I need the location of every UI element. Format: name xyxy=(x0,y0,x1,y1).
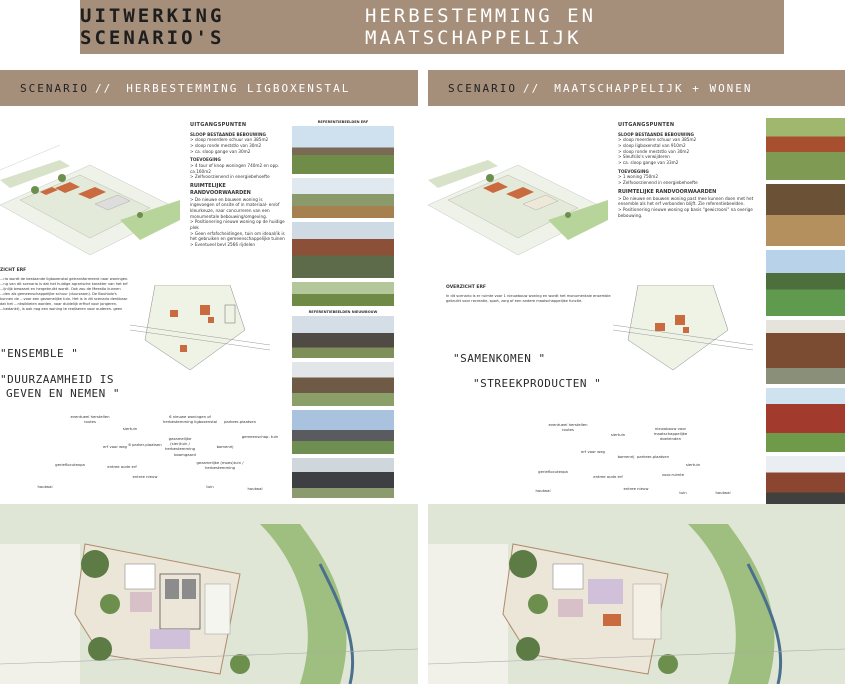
plan-label: erf voor weg xyxy=(581,449,605,454)
panel-title: HERBESTEMMING LIGBOXENSTAL xyxy=(126,81,351,95)
plan-label: entree oude erf xyxy=(593,474,623,479)
plan-label: houtwal xyxy=(37,484,53,489)
plan-label: boomgaard xyxy=(174,452,196,457)
plan-label: eventueel herstellen routes xyxy=(548,422,588,432)
banner-title-part1: UITWERKING SCENARIO'S xyxy=(80,5,225,49)
scenario-label: SCENARIO xyxy=(20,81,89,95)
reference-photo xyxy=(766,320,845,384)
reference-images-column xyxy=(766,118,845,526)
plan-label: bomenrij xyxy=(216,444,234,449)
plan-label: gezamelijke (sier)tuin / herbestemming xyxy=(164,436,196,451)
reference-photo xyxy=(292,458,394,498)
toevoeging-item: > Zelfvoorzienend in energiebehoefte xyxy=(190,174,270,180)
rand-item: > Geen erfafscheidingen, tuin om ideaal/ik is het gebruiken en gemeenschappelijke tuinen xyxy=(190,230,285,242)
uitgangspunten-title: UITGANGSPUNTEN xyxy=(190,122,247,128)
plan-label: entree oude erf xyxy=(107,464,137,469)
quote-samenkomen: "SAMENKOMEN " xyxy=(453,352,546,365)
rand-item: > Eventueel bevl 2566 rijdelen xyxy=(190,242,256,247)
site-overview-plan xyxy=(130,285,270,375)
toevoeging-item: > 4 tour of knop woningen 740m2 en opp. ca.160m2 xyxy=(190,163,280,174)
reference-photo xyxy=(766,184,845,246)
plan-label: nieuwbouw voor maatschappelijke doeleinden xyxy=(653,426,688,441)
sloop-item: > sloop meerdere schuur van 385m2 xyxy=(190,137,269,143)
sloop-total: > ca. sloop gange van 33m2 xyxy=(618,160,679,166)
plan-label: tuin xyxy=(206,484,214,489)
plan-label: houtwal xyxy=(535,488,551,493)
reference-photo xyxy=(292,410,394,454)
toevoeging-item: > Zelfvoorzienend in energiebehoefte xyxy=(618,180,698,186)
axonometric-view xyxy=(428,120,608,260)
separator: // xyxy=(94,81,113,95)
reference-photo xyxy=(292,282,394,306)
ref-nieuwbouw-header: REFERENTIEBEELDEN NIEUWBOUW xyxy=(308,310,378,314)
axonometric-view xyxy=(0,120,180,260)
plan-label: entree nieuw xyxy=(623,486,649,491)
reference-photo xyxy=(766,388,845,452)
scenario-panel-herbestemming xyxy=(0,70,418,684)
plan-label: erf voor weg xyxy=(103,444,127,449)
top-banner xyxy=(80,0,784,54)
uitgangspunten-title: UITGANGSPUNTEN xyxy=(618,122,675,128)
plan-label: 6 nieuwe woningen of herbestemming ligboxenstal xyxy=(162,414,218,424)
sloop-title: SLOOP BESTAANDE BEBOUWING xyxy=(190,131,266,137)
sloop-item: > sloop ronde meststlo van 30m2 xyxy=(190,143,262,149)
overzicht-text: In dit scenario is er ruimte voor 1 nieuwbouw woning en wordt het monumentale ensemble gebruikt voor recreatie, sport, zorg of een andere maatschappelijke functie. xyxy=(446,294,611,304)
plan-label: parkeer-plaatsen xyxy=(223,419,257,424)
sloop-item: > sloop meerdere schuur van 385m2 xyxy=(618,137,697,143)
reference-photo xyxy=(292,362,394,406)
sloop-title: SLOOP BESTAANDE BEBOUWING xyxy=(618,131,694,137)
plan-label: houtwal xyxy=(715,490,731,495)
separator: // xyxy=(522,81,541,95)
plan-label: entree nieuw xyxy=(132,474,158,479)
reference-photo xyxy=(292,316,394,358)
quote-ensemble: "ENSEMBLE " xyxy=(0,347,79,360)
overzicht-text: ...rio wordt de bestaande ligboxenstal getransformeerd naar woningen. ...ng van dit scenario is dat het huidige agrarische karakter van het erf ...ijnlijk bewaard en hergebruikt wordt. Ook zou de Meestlo kunnen ...den als gemeenschappelijke schuur (duurzaam). De Bouhlolo's kunnen de ...voor een gezamelijke tuin. Het is in dit scenario denkbaar dat het ...ntwikkelen worden, naar duidelijk erfhof voor jongeren. ...bedankt), is ook nog een woning te realiseren voor ouderen. geen xyxy=(0,277,129,312)
plan-label: siertuin xyxy=(122,426,138,431)
quote-streekproducten: "STREEKPRODUCTEN " xyxy=(473,377,602,390)
reference-photo xyxy=(292,222,394,278)
plan-label: gemeenschap. tuin xyxy=(241,434,279,439)
panel-header xyxy=(0,70,418,106)
plan-label: parkeer-plaatsen xyxy=(636,454,670,459)
plan-label: houtwal xyxy=(247,486,263,491)
sloop-item: > Sleufsilo's verwijderen xyxy=(618,154,670,160)
uitgangspunten-block xyxy=(190,122,286,248)
rand-item: > Positionering nieuwe woning op basis "gewicrooni" na overige bebouwing. xyxy=(618,206,753,218)
overzicht-title: ZICHT ERF xyxy=(0,268,27,273)
randvoorwaarden-title: RUIMTELIJKE RANDVOORWAARDEN xyxy=(190,183,251,196)
reference-photo xyxy=(292,126,394,174)
plan-label: gezamelijke (moes)tuin / herbestemming xyxy=(196,460,244,470)
scenario-label: SCENARIO xyxy=(448,81,517,95)
site-plan-detail xyxy=(0,504,418,684)
toevoeging-title: TOEVOEGING xyxy=(618,168,649,174)
reference-images-column xyxy=(292,118,394,502)
toevoeging-item: > 1 woning 750m2 xyxy=(618,174,659,180)
quote-duurzaamheid: "DUURZAAMHEID IS xyxy=(0,373,114,386)
reference-photo xyxy=(292,178,394,218)
quote-geven-nemen: GEVEN EN NEMEN " xyxy=(6,387,120,400)
sloop-total: > ca. sloop gange van 30m2 xyxy=(190,148,251,154)
plan-label: siertuin xyxy=(610,432,626,437)
uitgangspunten-block xyxy=(618,122,758,218)
plan-label: gerieflocutexpa xyxy=(55,462,85,467)
plan-label: voor-ruimte xyxy=(661,472,685,477)
rand-item: > De nieuwe en bouwen woning past mee kunnen doen met het ensemble als het erf verbonden blijft. Zie referentiebeelden. xyxy=(618,195,754,207)
plan-label: tuin xyxy=(679,490,687,495)
overzicht-title: OVERZICHT ERF xyxy=(446,285,486,290)
plan-label: siertuin xyxy=(685,462,701,467)
rand-item: > Positionering nieuwe woning op de huidige plek xyxy=(190,219,285,230)
sloop-item: > sloop ronde meststlo van 30m2 xyxy=(618,148,690,154)
randvoorwaarden-title: RUIMTELIJKE RANDVOORWAARDEN xyxy=(618,188,717,195)
plan-label: bomenrij xyxy=(617,454,635,459)
site-plan-detail xyxy=(428,504,845,684)
plan-label: 6 parker-plaatsen xyxy=(128,442,162,447)
ref-erf-header: REFERENTIEBEELDEN ERF xyxy=(317,120,369,124)
scenario-panel-maatschappelijk xyxy=(428,70,845,684)
sloop-item: > sloop ligboxenstal van 910m2 xyxy=(618,143,686,149)
toevoeging-title: TOEVOEGING xyxy=(190,157,221,163)
plan-label: gerieflocutexpa xyxy=(538,469,568,474)
panel-header xyxy=(428,70,845,106)
panel-title: MAATSCHAPPELIJK + WONEN xyxy=(554,81,753,95)
reference-photo xyxy=(766,118,845,180)
site-overview-plan xyxy=(613,285,753,375)
reference-photo xyxy=(766,250,845,316)
plan-label: eventueel herstellen routes xyxy=(70,414,110,424)
rand-item: > De nieuwe en bouwen woning is ingevoegen of onsite of in materiaal- en/of kleurkeuze, naar concurreren van een monumentale bebouwing/omgeving. xyxy=(190,196,280,219)
banner-title-part2: HERBESTEMMING EN MAATSCHAPPELIJK xyxy=(364,5,597,49)
